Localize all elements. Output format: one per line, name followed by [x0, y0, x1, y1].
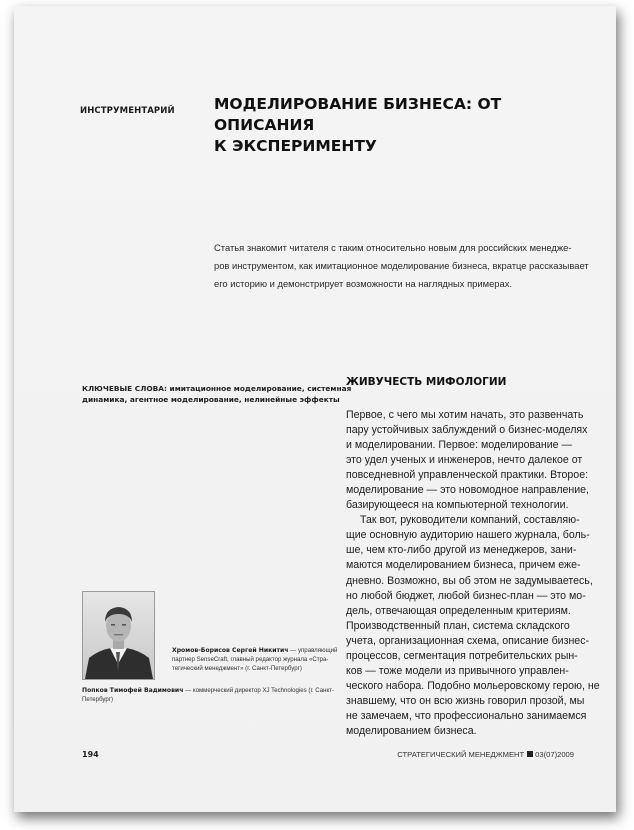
author1-name: Хромов-Борисов Сергей Никитич [172, 647, 289, 654]
body-line: маются моделированием бизнеса, причем еже- [346, 559, 581, 572]
body-line: Производственный план, система складского [346, 619, 570, 632]
body-line: учета, организационная схема, описание бизнес- [346, 634, 590, 647]
body-line: Первое, с чего мы хотим начать, это развенчать [346, 409, 584, 421]
portrait-image [83, 592, 154, 679]
body-line: не замечаем, что профессионально занимаемся [346, 709, 587, 722]
square-bullet-icon [527, 751, 533, 757]
author-photo [82, 591, 155, 680]
body-line: щие основную аудиторию нашего журнала, боль- [346, 529, 590, 542]
page-number: 194 [82, 750, 99, 759]
title-line: МОДЕЛИРОВАНИЕ БИЗНЕСА: ОТ ОПИСАНИЯ [214, 95, 502, 134]
body-line: процессов, сегментация потребительских рын- [346, 649, 578, 662]
body-line: дневно. Возможно, вы об этом не задумываетесь, [346, 574, 593, 587]
body-line: пару устойчивых заблуждений о бизнес-моделях [346, 424, 588, 437]
journal-name: СТРАТЕГИЧЕСКИЙ МЕНЕДЖМЕНТ [397, 750, 525, 759]
body-line: моделирование — это новомодное направление, [346, 484, 589, 497]
body-line: повседневной управленческой практики. Второе: [346, 469, 589, 482]
author1-desc: тегический менеджмент» (г. Санкт-Петербург) [172, 665, 302, 672]
body-line: базирующееся на компьютерной технологии. [346, 499, 569, 512]
section-heading: ЖИВУЧЕСТЬ МИФОЛОГИИ [346, 376, 507, 388]
author1-desc: — управляющий [288, 647, 338, 654]
author2-desc: Петербург) [82, 696, 114, 703]
body-line: моделированием бизнеса. [346, 724, 477, 737]
keywords-line: КЛЮЧЕВЫЕ СЛОВА: имитационное моделирование, системная [82, 384, 352, 393]
body-line: ше, чем кто-либо другой из менеджеров, зани- [346, 544, 577, 557]
magazine-page [14, 6, 616, 812]
title-line: К ЭКСПЕРИМЕНТУ [214, 137, 377, 155]
author2-desc: — коммерческий директор XJ Technologies (г. Санкт- [183, 687, 335, 694]
journal-footer [397, 750, 574, 759]
lead-line: его историю и демонстрирует возможности на наглядных примерах. [214, 278, 512, 289]
body-line: но любой бюджет, любой бизнес-план — это мо- [346, 589, 586, 602]
section-label: ИНСТРУМЕНТАРИЙ [80, 106, 175, 116]
body-line: ков — тоже модели из привычного управлен- [346, 664, 569, 677]
body-line: это удел ученых и инженеров, нечто далекое от [346, 454, 583, 467]
keywords-line: динамика, агентное моделирование, нелинейные эффекты [82, 395, 340, 404]
body-line: и моделировании. Первое: моделирование — [346, 439, 573, 452]
body-line: ческого набора. Подобно мольеровскому герою, не [346, 679, 600, 692]
article-lead [214, 239, 614, 293]
lead-line: ров инструментом, как имитационное моделирование бизнеса, вкратце рассказывает [214, 260, 589, 271]
author2-name: Попков Тимофей Вадимович [82, 687, 184, 694]
author2-caption [82, 686, 342, 704]
body-line: дель, отвечающая определенным критериям. [346, 604, 571, 617]
body-text [346, 408, 611, 739]
author1-caption [172, 646, 338, 673]
lead-line: Статья знакомит читателя с таким относительно новым для российских менедже- [214, 242, 572, 253]
body-line: Так вот, руководители компаний, составляю- [360, 514, 580, 527]
body-line: знавшему, что он всю жизнь говорил прозой, мы [346, 694, 585, 707]
keywords [82, 383, 352, 405]
journal-issue: 03(07)2009 [535, 750, 574, 759]
author1-desc: партнер SenseCraft, главный редактор журнала «Стра- [172, 656, 329, 663]
article-title [214, 94, 604, 157]
